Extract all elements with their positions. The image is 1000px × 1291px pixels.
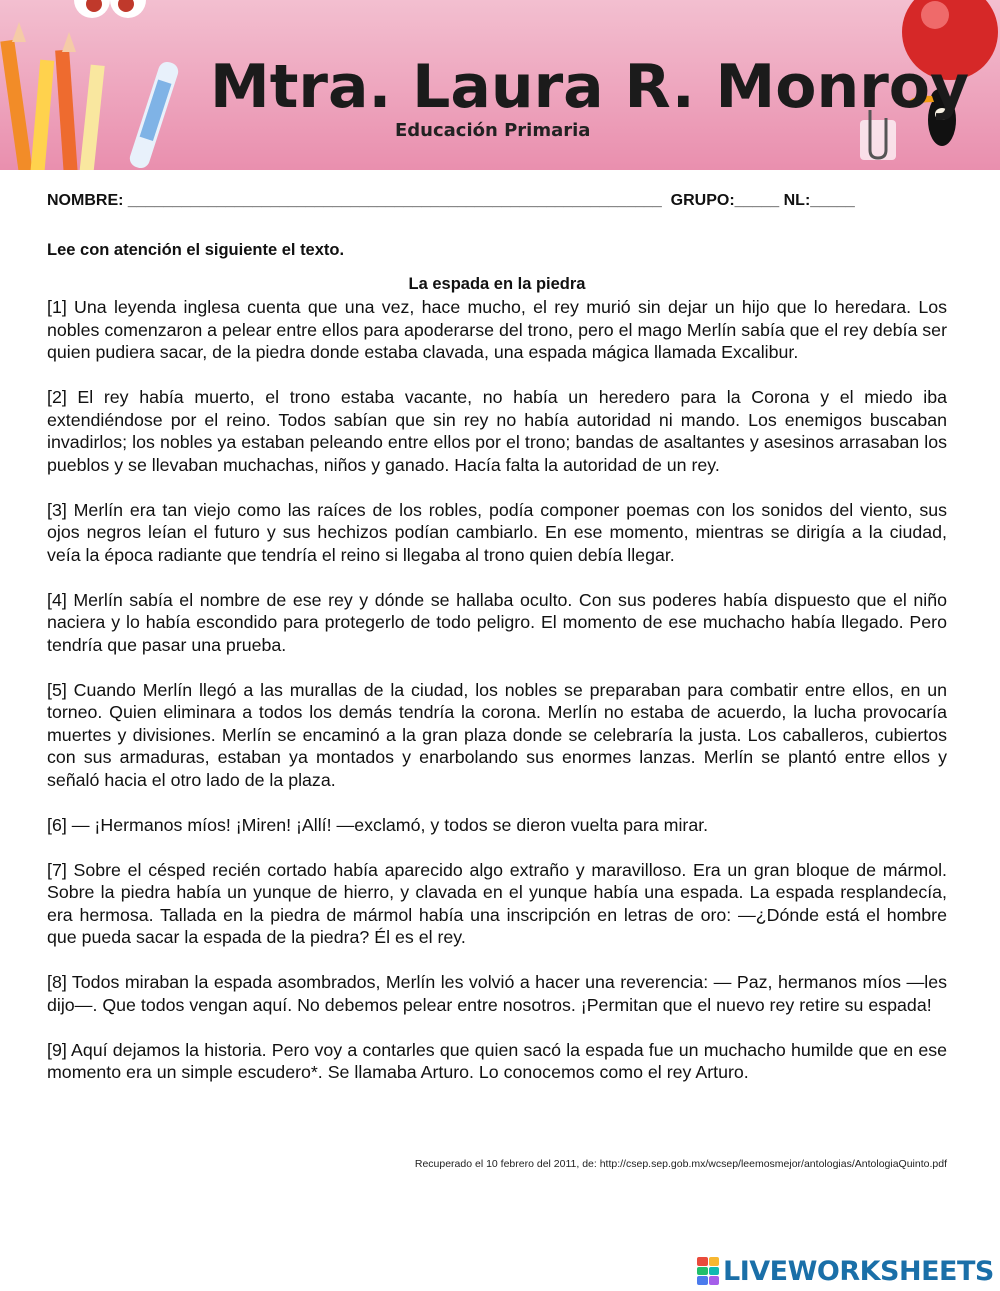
paragraph-4: [4] Merlín sabía el nombre de ese rey y dónde se hallaba oculto. Con sus poderes había dispuesto que el niño naciera y lo había escondido para protegerlo de todo peligro. El momento de ese muchacho había llegado. Pero tendría que pasar una prueba. xyxy=(47,589,947,655)
liveworksheets-icon xyxy=(697,1257,719,1285)
source-citation: Recuperado el 10 febrero del 2011, de: http://csep.sep.gob.mx/wcsep/leemosmejor/antologias/AntologiaQuinto.pdf xyxy=(414,1158,947,1170)
paragraph-7: [7] Sobre el césped recién cortado había aparecido algo extraño y maravilloso. Era un gran bloque de mármol. Sobre la piedra había un yunque de hierro, y clavada en el yunque había una espada. La espada resplandecía, era hermosa. Tallada en la piedra de mármol había una inscripción en letras de oro: —¿Dónde está el hombre que pueda sacar la espada de la piedra? Él es el rey. xyxy=(47,859,947,947)
reading-text xyxy=(47,296,947,1106)
paragraph-3: [3] Merlín era tan viejo como las raíces de los robles, podía componer poemas con los sonidos del viento, sus ojos negros leían el futuro y sus hechizos podían cambiarlo. En ese momento, mientras se dirigía a la ciudad, veía la época radiante que tendría el reino si llegaba al trono quien debía llegar. xyxy=(47,499,947,565)
paragraph-2: [2] El rey había muerto, el trono estaba vacante, no había un heredero para la Corona y el miedo iba extendiéndose por el reino. Todos sabían que sin rey no había autoridad ni mando. Los enemigos buscaban invadirlos; los nobles ya estaban peleando entre ellos por el trono; bandas de asaltantes y asesinos arrasaban los pueblos y se llevaban muchachas, niños y ganado. Hacía falta la autoridad de un rey. xyxy=(47,387,947,475)
paragraph-9: [9] Aquí dejamos la historia. Pero voy a contarles que quien sacó la espada fue un muchacho humilde que en ese momento era un simple escudero*. Se llamaba Arturo. Lo conocemos como el rey Arturo. xyxy=(47,1039,947,1082)
paragraph-6: [6] — ¡Hermanos míos! ¡Miren! ¡Allí! —exclamó, y todos se dieron vuelta para mirar. xyxy=(47,814,709,835)
teacher-name: Mtra. Laura R. Monroy xyxy=(210,52,970,122)
paragraph-5: [5] Cuando Merlín llegó a las murallas de la ciudad, los nobles se preparaban para combatir entre ellos, en un torneo. Quien eliminara a todos los demás tendría la corona. Merlín no estaba de acuerdo, la lucha provocaría muertes y divisiones. Merlín se encaminó a la gran plaza donde se celebraría la justa. Los caballeros, cubiertos con sus armaduras, estaban ya montados y enarbolando sus enormes lanzas. Merlín se plantó entre ellos y señaló hacia el otro lado de la plaza. xyxy=(47,679,947,790)
header-banner xyxy=(0,0,1000,170)
paragraph-1: [1] Una leyenda inglesa cuenta que una vez, hace mucho, el rey murió sin dejar un hijo que lo heredara. Los nobles comenzaron a pelear entre ellos para apoderarse del trono, pero el mago Merlín sabía que el rey debía ser quien pudiera sacar, de la piedra donde estaba clavada, una espada mágica llamada Excalibur. xyxy=(47,297,947,362)
reading-title: La espada en la piedra xyxy=(408,275,586,293)
paragraph-8: [8] Todos miraban la espada asombrados, Merlín les volvió a hacer una reverencia: — Paz, hermanos míos —les dijo—. Que todos vengan aquí. No debemos pelear entre nosotros. ¡Permitan que el nuevo rey retire su espada! xyxy=(47,972,947,1015)
liveworksheets-wordmark: LIVEWORKSHEETS xyxy=(723,1255,994,1287)
student-info-line[interactable]: NOMBRE: ____________________________________________________________ GRUPO:_____ NL:_____ xyxy=(47,192,855,209)
pen-icon xyxy=(120,60,190,170)
education-level: Educación Primaria xyxy=(395,120,591,141)
instruction-text: Lee con atención el siguiente el texto. xyxy=(47,241,345,259)
liveworksheets-logo[interactable] xyxy=(697,1254,994,1288)
